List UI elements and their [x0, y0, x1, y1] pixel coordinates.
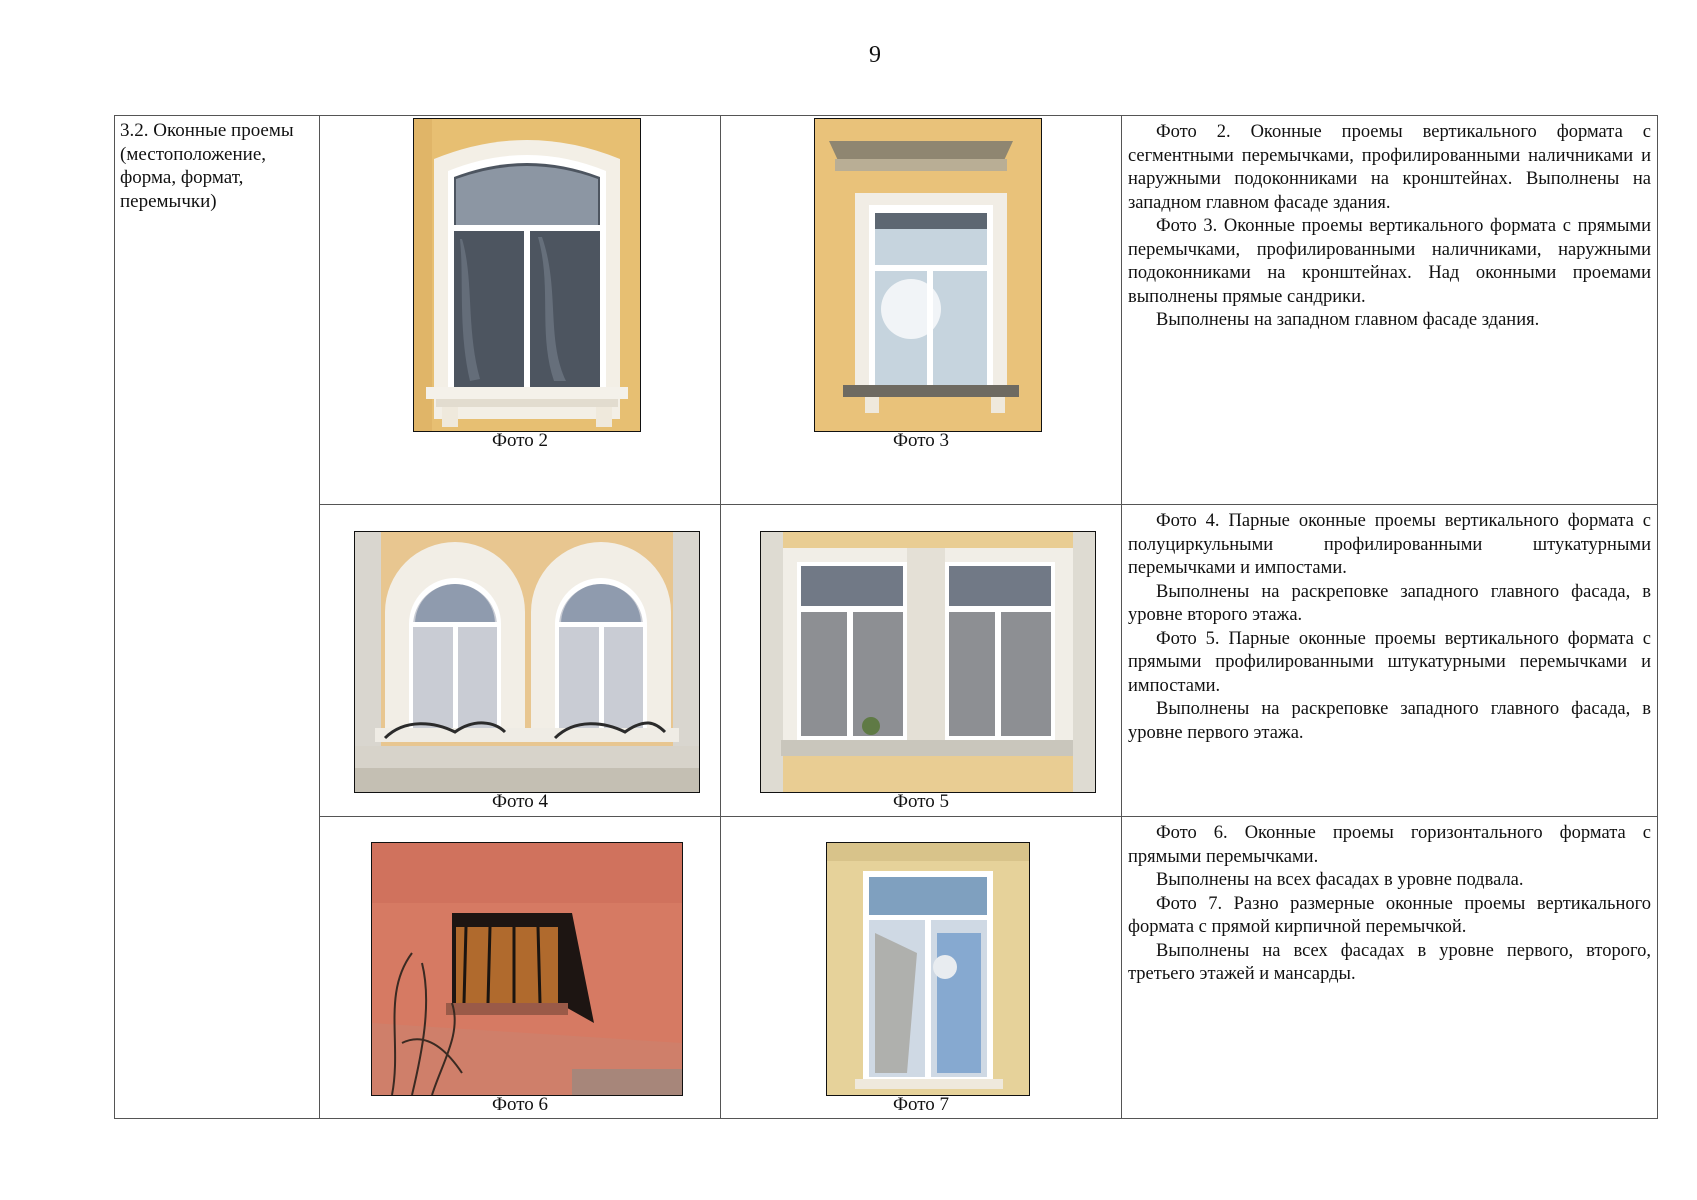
description-paragraph: Фото 3. Оконные проемы вертикального формата с прямыми перемычками, профилированными наличниками, наружными подоконниками на кронштейнах. Над оконными проемами выполнены прямые сандрики.: [1128, 216, 1651, 307]
photo-caption: Фото 6: [491, 1094, 549, 1115]
description-cell: [1122, 505, 1658, 817]
description-paragraph: Фото 6. Оконные проемы горизонтального формата с прямыми перемычками.: [1128, 823, 1651, 867]
page-number: 9: [869, 42, 881, 68]
description-paragraph: Фото 2. Оконные проемы вертикального формата с сегментными перемычками, профилированными наличниками и наружными подоконниками на кронштейнах. Выполнены на западном главном фасаде здания.: [1128, 122, 1651, 213]
photo-2: [413, 118, 641, 432]
label-line: 3.2. Оконные проемы: [120, 120, 294, 141]
description-cell: [1122, 116, 1658, 505]
paired-rectangular-windows-photo: [761, 532, 1095, 792]
arched-window-photo: [414, 119, 640, 431]
photo-3: [814, 118, 1042, 432]
photo-4: [354, 531, 700, 793]
photo-caption: Фото 4: [491, 791, 549, 812]
photo-caption: Фото 2: [491, 430, 549, 451]
label-line: перемычки): [120, 190, 217, 212]
photo-caption: Фото 7: [892, 1094, 950, 1115]
description-cell: [1122, 817, 1658, 1119]
photo-caption: Фото 3: [892, 430, 950, 451]
description-paragraph: Выполнены на раскреповке западного главного фасада, в уровне первого этажа.: [1128, 699, 1651, 743]
photo-cell-3: [721, 116, 1122, 505]
basement-window-photo: [372, 843, 682, 1095]
table-row: [115, 817, 1658, 1119]
section-label: [115, 116, 320, 1119]
photo-5: [760, 531, 1096, 793]
description-paragraph: Выполнены на раскреповке западного главного фасада, в уровне второго этажа.: [1128, 581, 1651, 625]
table-row: [115, 505, 1658, 817]
description-paragraph: Фото 4. Парные оконные проемы вертикального формата с полуциркульными профилированными штукатурными перемычками и импостами.: [1128, 511, 1651, 578]
window-openings-table: [114, 115, 1658, 1119]
paired-arched-windows-photo: [355, 532, 699, 792]
description-paragraph: Выполнены на всех фасадах в уровне подвала.: [1156, 870, 1524, 890]
description-paragraph: Фото 7. Разно размерные оконные проемы вертикального формата с прямой кирпичной перемычкой.: [1128, 893, 1651, 937]
window-with-sandrik-photo: [815, 119, 1041, 431]
description-paragraph: Выполнены на западном главном фасаде здания.: [1156, 310, 1540, 330]
brick-lintel-window-photo: [827, 843, 1029, 1095]
label-line: форма, формат,: [120, 167, 244, 188]
photo-cell-7: [721, 817, 1122, 1119]
description-paragraph: Выполнены на всех фасадах в уровне первого, второго, третьего этажей и мансарды.: [1128, 940, 1651, 984]
photo-cell-4: [320, 505, 721, 817]
photo-cell-2: [320, 116, 721, 505]
photo-cell-6: [320, 817, 721, 1119]
photo-6: [371, 842, 683, 1096]
description-paragraph: Фото 5. Парные оконные проемы вертикального формата с прямыми профилированными штукатурными перемычками и импостами.: [1128, 628, 1651, 696]
photo-7: [826, 842, 1030, 1096]
photo-cell-5: [721, 505, 1122, 817]
label-line: (местоположение,: [120, 143, 266, 165]
table-row: [115, 116, 1658, 505]
photo-caption: Фото 5: [892, 791, 950, 812]
